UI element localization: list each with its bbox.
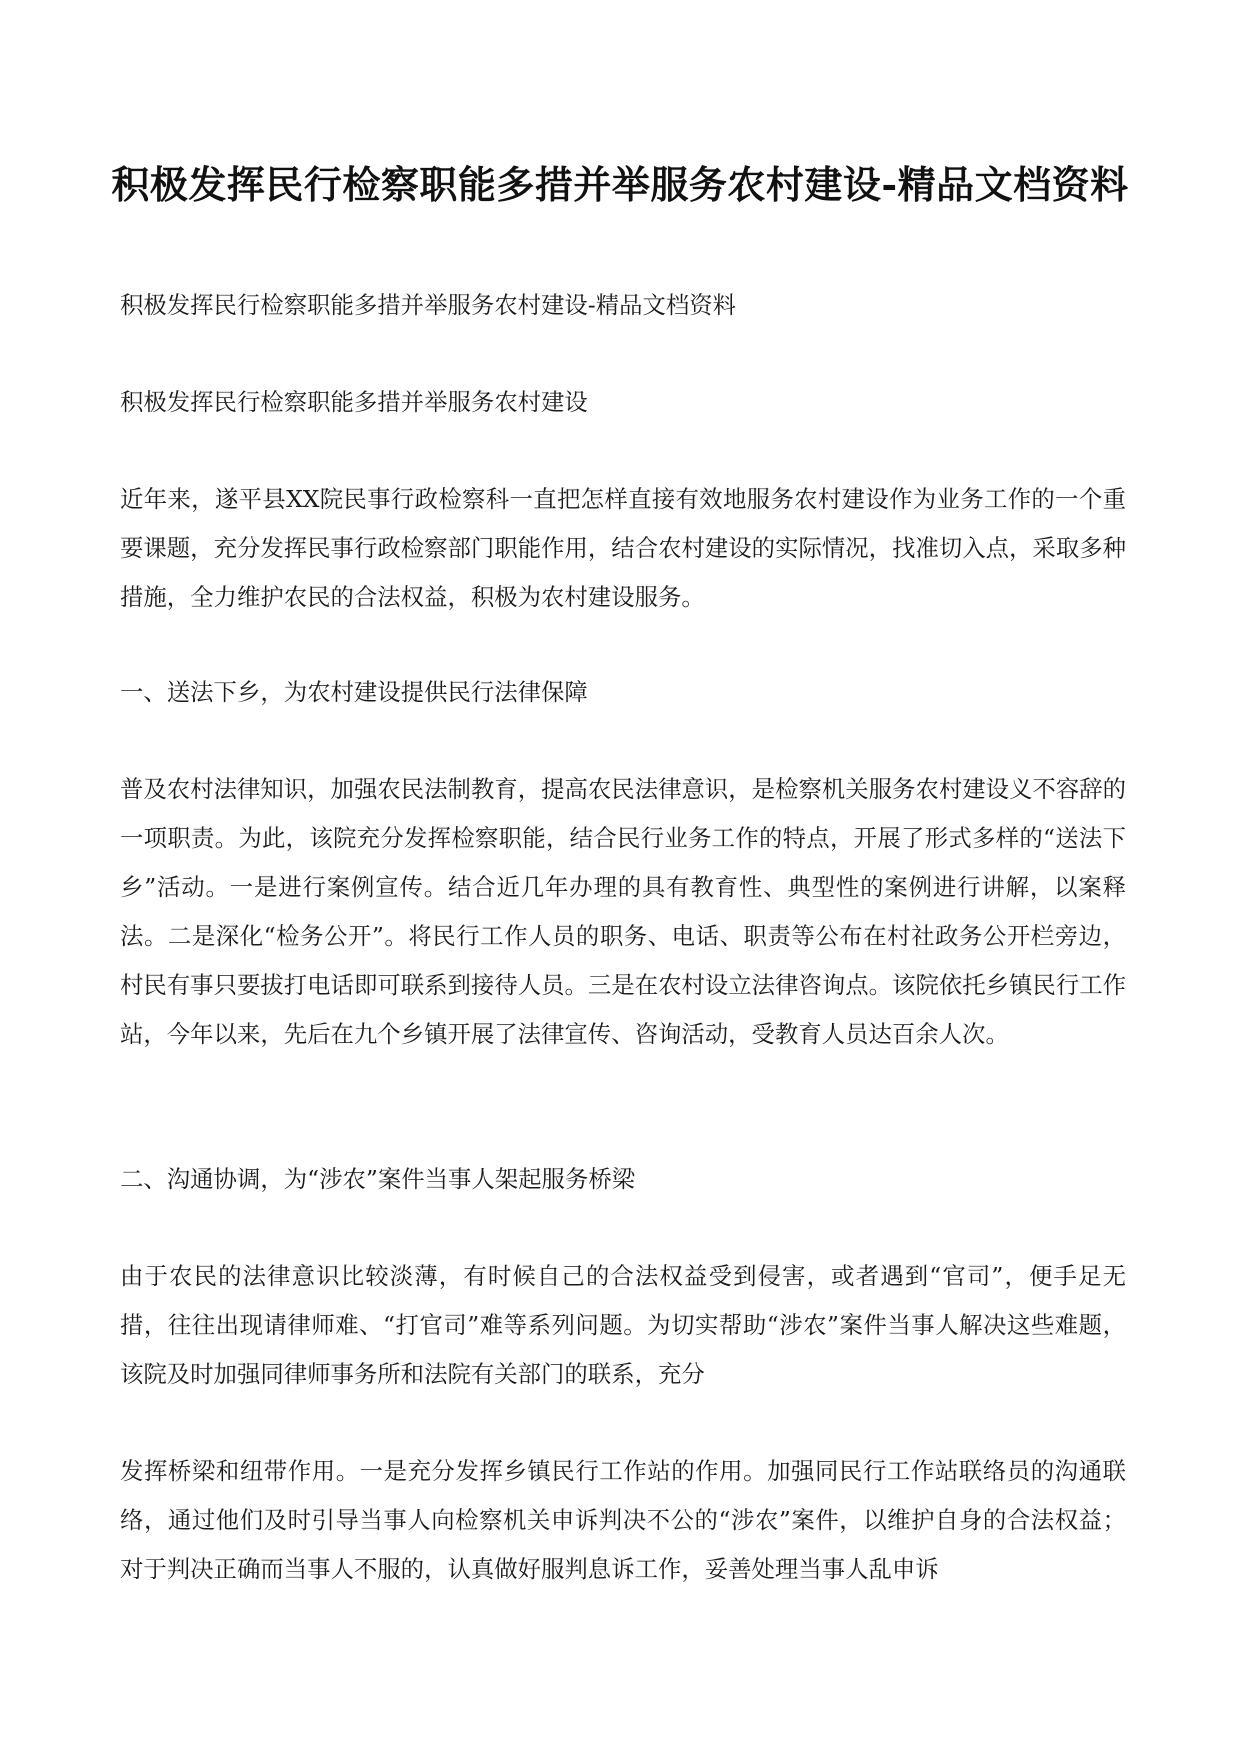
section-2-paragraph-continued: 发挥桥梁和纽带作用。一是充分发挥乡镇民行工作站的作用。加强同民行工作站联络员的沟通联络，通过他们及时引导当事人向检察机关申诉判决不公的“涉农”案件，以维护自身的合法权益；对于判决正确而当事人不服的，认真做好服判息诉工作，妥善处理当事人乱申诉 (120, 1457, 1126, 1583)
document-title: 积极发挥民行检察职能多措并举服务农村建设-精品文档资料 (111, 162, 1129, 207)
section-1-heading: 一、送法下乡，为农村建设提供民行法律保障 (120, 678, 588, 706)
section-2-heading: 二、沟通协调，为“涉农”案件当事人架起服务桥梁 (120, 1165, 636, 1193)
section-2-paragraph: 由于农民的法律意识比较淡薄，有时候自己的合法权益受到侵害，或者遇到“官司”，便手足无措，往往出现请律师难、“打官司”难等系列问题。为切实帮助“涉农”案件当事人解决这些难题，该院及时加强同律师事务所和法院有关部门的联系，充分 (120, 1262, 1126, 1388)
intro-paragraph: 近年来，遂平县XX院民事行政检察科一直把怎样直接有效地服务农村建设作为业务工作的一个重要课题，充分发挥民事行政检察部门职能作用，结合农村建设的实际情况，找准切入点，采取多种措施，全力维护农民的合法权益，积极为农村建设服务。 (120, 485, 1126, 611)
article-heading: 积极发挥民行检察职能多措并举服务农村建设 (120, 388, 588, 416)
document-subtitle: 积极发挥民行检察职能多措并举服务农村建设-精品文档资料 (120, 291, 737, 319)
section-1-paragraph: 普及农村法律知识，加强农民法制教育，提高农民法律意识，是检察机关服务农村建设义不容辞的一项职责。为此，该院充分发挥检察职能，结合民行业务工作的特点，开展了形式多样的“送法下乡”活动。一是进行案例宣传。结合近几年办理的具有教育性、典型性的案例进行讲解，以案释法。二是深化“检务公开”。将民行工作人员的职务、电话、职责等公布在村社政务公开栏旁边，村民有事只要拔打电话即可联系到接待人员。三是在农村设立法律咨询点。该院依托乡镇民行工作站，今年以来，先后在九个乡镇开展了法律宣传、咨询活动，受教育人员达百余人次。 (120, 775, 1126, 1048)
